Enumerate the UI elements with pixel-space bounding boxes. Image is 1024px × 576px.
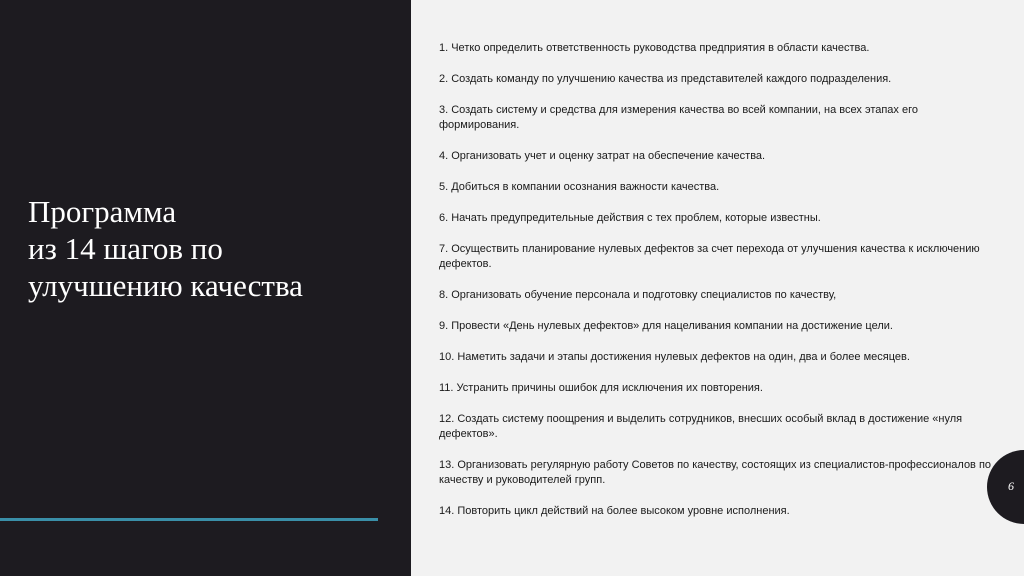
step-item-2: 2. Создать команду по улучшению качества из представителей каждого подразделения. [439, 73, 892, 85]
step-item-12: 12. Создать систему поощрения и выделить сотрудников, внесших особый вклад в достижение «нуля дефектов». [439, 413, 963, 440]
step-item-1: 1. Четко определить ответственность руководства предприятия в области качества. [439, 42, 870, 54]
step-item-5: 5. Добиться в компании осознания важности качества. [439, 181, 720, 193]
title-panel [0, 0, 411, 576]
slide-title-line-3: улучшению качества [28, 268, 303, 303]
step-item-6: 6. Начать предупредительные действия с тех проблем, которые известны. [439, 212, 821, 224]
slide-title [28, 193, 398, 304]
step-item-14: 14. Повторить цикл действий на более высоком уровне исполнения. [439, 505, 790, 517]
page-number: 6 [1008, 479, 1014, 493]
content-panel [411, 0, 1024, 576]
step-item-3: 3. Создать систему и средства для измерения качества во всей компании, на всех этапах его формирования. [439, 104, 918, 131]
step-item-8: 8. Организовать обучение персонала и подготовку специалистов по качеству, [439, 289, 837, 301]
step-item-7: 7. Осуществить планирование нулевых дефектов за счет перехода от улучшения качества к исключению дефектов. [439, 243, 980, 270]
slide-title-line-2: из 14 шагов по [28, 231, 223, 266]
step-item-4: 4. Организовать учет и оценку затрат на обеспечение качества. [439, 150, 766, 162]
slide-title-line-1: Программа [28, 194, 177, 229]
step-item-9: 9. Провести «День нулевых дефектов» для нацеливания компании на достижение цели. [439, 320, 893, 332]
accent-divider-line [0, 518, 378, 521]
step-item-10: 10. Наметить задачи и этапы достижения нулевых дефектов на один, два и более месяцев. [439, 351, 910, 363]
step-item-13: 13. Организовать регулярную работу Советов по качеству, состоящих из специалистов-профессионалов по качеству и руководителей групп. [439, 459, 992, 486]
steps-list [439, 41, 999, 535]
step-item-11: 11. Устранить причины ошибок для исключения их повторения. [439, 382, 763, 394]
